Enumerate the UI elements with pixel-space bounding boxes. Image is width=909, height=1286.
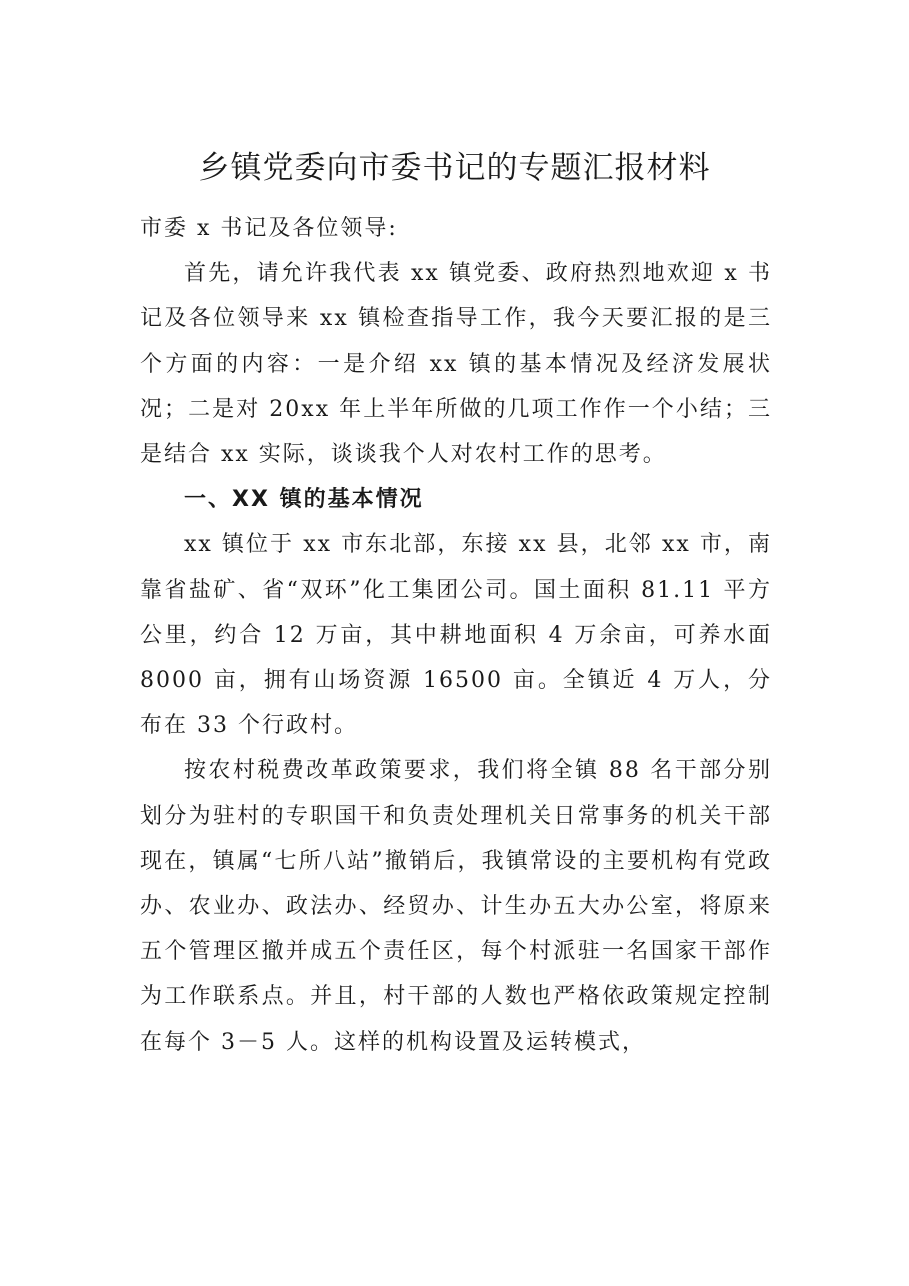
- document-body: [140, 206, 772, 1065]
- document-title: 乡镇党委向市委书记的专题汇报材料: [198, 150, 711, 186]
- paragraph-reform: 按农村税费改革政策要求，我们将全镇 88 名干部分别划分为驻村的专职国干和负责处理机关日常事务的机关干部现在，镇属“七所八站”撤销后，我镇常设的主要机构有党政办、农业办、政法办、经贸办、计生办五大办公室，将原来五个管理区撤并成五个责任区，每个村派驻一名国家干部作为工作联系点。并且，村干部的人数也严格依政策规定控制在每个 3－5 人。这样的机构设置及运转模式，: [140, 758, 772, 1055]
- salutation: 市委 x 书记及各位领导:: [140, 216, 398, 241]
- section-heading: 一、XX 镇的基本情况: [184, 487, 424, 513]
- paragraph-intro: 首先，请允许我代表 xx 镇党委、政府热烈地欢迎 x 书记及各位领导来 xx 镇检查指导工作，我今天要汇报的是三个方面的内容：一是介绍 xx 镇的基本情况及经济发展状况；二是对 20xx 年上半年所做的几项工作作一个小结；三是结合 xx 实际，谈谈我个人对农村工作的思考。: [140, 261, 772, 468]
- paragraph-basic-info: xx 镇位于 xx 市东北部，东接 xx 县，北邻 xx 市，南靠省盐矿、省“双环”化工集团公司。国土面积 81.11 平方公里，约合 12 万亩，其中耕地面积 4 万余亩，可养水面 8000 亩，拥有山场资源 16500 亩。全镇近 4 万人，分布在 33 个行政村。: [140, 532, 772, 739]
